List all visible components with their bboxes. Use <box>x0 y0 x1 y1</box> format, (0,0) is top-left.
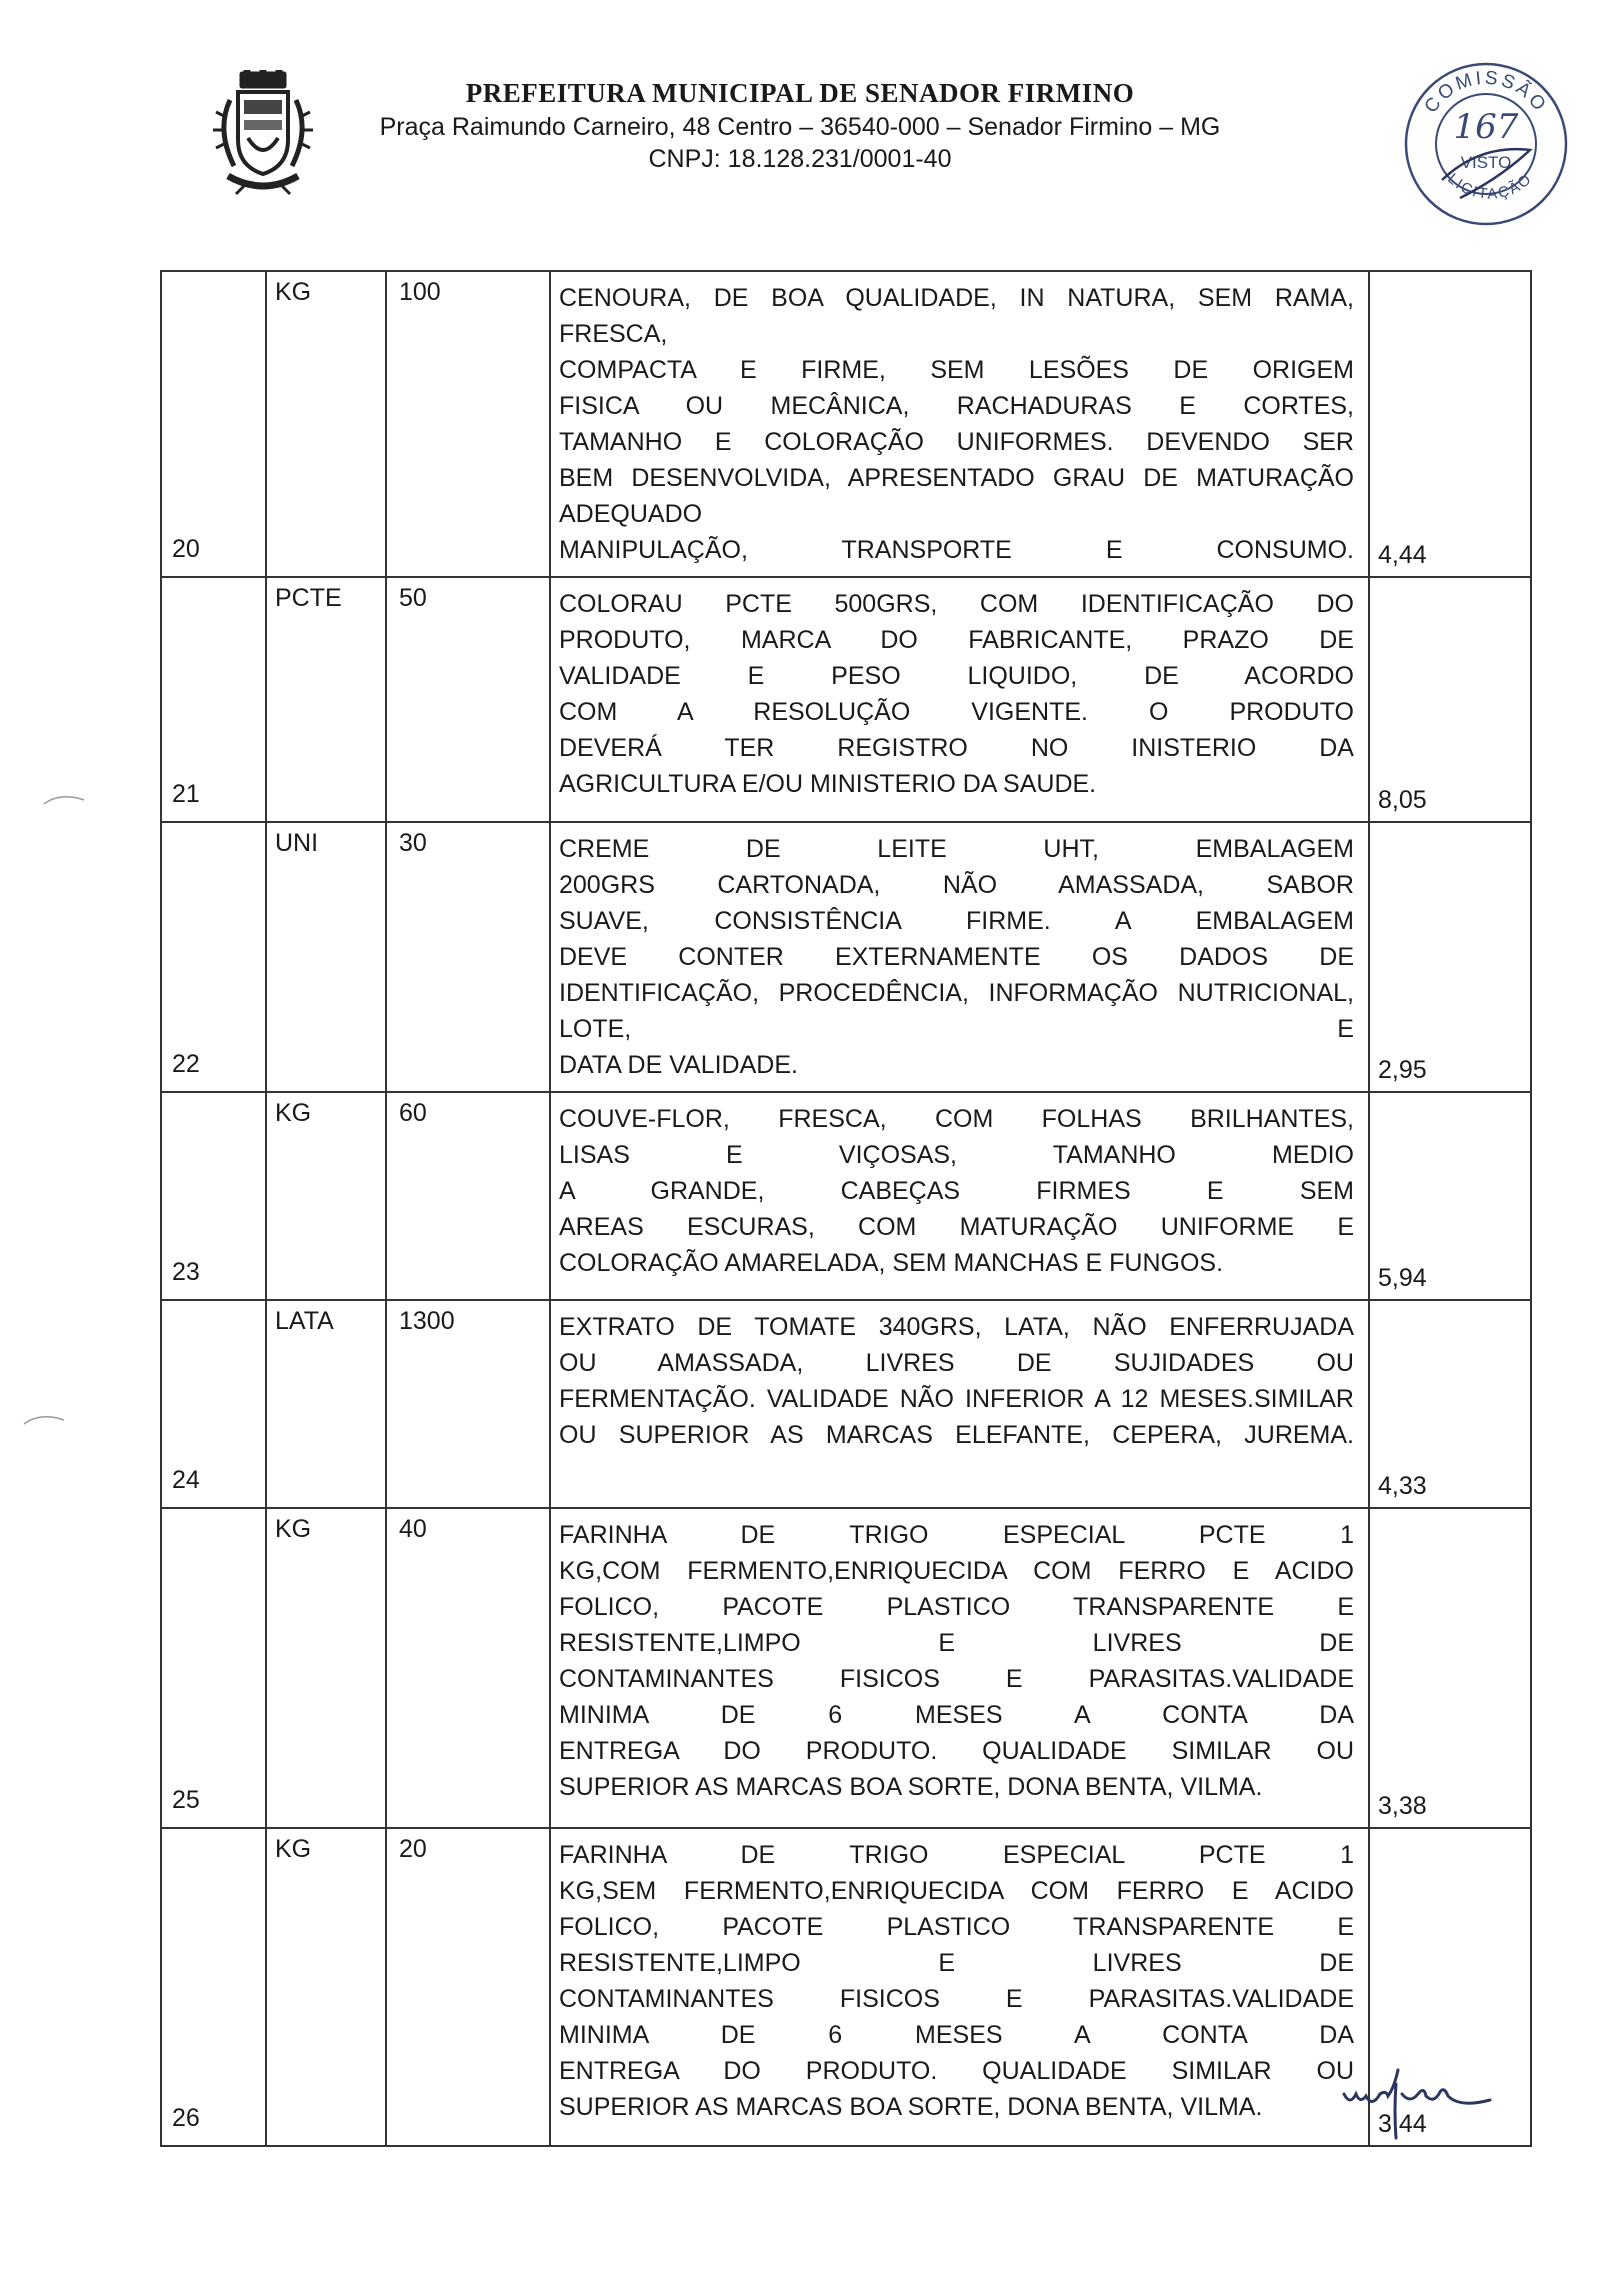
item-description <box>550 271 1369 577</box>
description-line: RESISTENTE,LIMPO E LIVRES DE <box>559 1949 1354 1977</box>
description-line: COLORAÇÃO AMARELADA, SEM MANCHAS E FUNGOS. <box>559 1249 1224 1277</box>
description-line: BEM DESENVOLVIDA, APRESENTADO GRAU DE MATURAÇÃO ADEQUADO <box>559 464 1354 528</box>
items-table <box>160 270 1532 2147</box>
table-row <box>161 271 1531 577</box>
description-line: OU SUPERIOR AS MARCAS ELEFANTE, CEPERA, JUREMA. <box>559 1421 1354 1449</box>
item-description <box>550 1300 1369 1508</box>
item-unit: KG <box>266 1508 386 1828</box>
document-header <box>0 0 1600 240</box>
description-line: TAMANHO E COLORAÇÃO UNIFORMES. DEVENDO SER <box>559 428 1354 456</box>
description-line: CONTAMINANTES FISICOS E PARASITAS.VALIDADE <box>559 1665 1354 1693</box>
item-quantity: 40 <box>386 1508 550 1828</box>
item-unit: KG <box>266 1828 386 2146</box>
item-number: 21 <box>161 577 266 822</box>
description-line: AGRICULTURA E/OU MINISTERIO DA SAUDE. <box>559 770 1097 798</box>
item-number: 25 <box>161 1508 266 1828</box>
description-line: COMPACTA E FIRME, SEM LESÕES DE ORIGEM <box>559 356 1354 384</box>
description-line: FISICA OU MECÂNICA, RACHADURAS E CORTES, <box>559 392 1354 420</box>
description-line: VALIDADE E PESO LIQUIDO, DE ACORDO <box>559 662 1354 690</box>
description-line: EXTRATO DE TOMATE 340GRS, LATA, NÃO ENFERRUJADA <box>559 1313 1354 1341</box>
item-unit-price: 4,33 <box>1369 1300 1531 1508</box>
item-unit-price: 3,38 <box>1369 1508 1531 1828</box>
description-line: SUAVE, CONSISTÊNCIA FIRME. A EMBALAGEM <box>559 907 1354 935</box>
description-line: PRODUTO, MARCA DO FABRICANTE, PRAZO DE <box>559 626 1354 654</box>
stamp-visto: VISTO <box>1460 153 1512 172</box>
table-row <box>161 1828 1531 2146</box>
item-unit: KG <box>266 1092 386 1300</box>
item-number: 26 <box>161 1828 266 2146</box>
description-line: KG,COM FERMENTO,ENRIQUECIDA COM FERRO E ACIDO <box>559 1557 1354 1585</box>
item-quantity: 60 <box>386 1092 550 1300</box>
description-line: FOLICO, PACOTE PLASTICO TRANSPARENTE E <box>559 1593 1354 1621</box>
table-row <box>161 577 1531 822</box>
table-row <box>161 822 1531 1092</box>
description-line: ENTREGA DO PRODUTO. QUALIDADE SIMILAR OU <box>559 1737 1354 1765</box>
svg-text:LICITAÇÃO <box>1444 170 1536 203</box>
item-unit: KG <box>266 271 386 577</box>
item-number: 20 <box>161 271 266 577</box>
item-unit-price: 2,95 <box>1369 822 1531 1092</box>
item-number: 22 <box>161 822 266 1092</box>
description-line: DEVE CONTER EXTERNAMENTE OS DADOS DE <box>559 943 1354 971</box>
item-unit-price: 8,05 <box>1369 577 1531 822</box>
item-description <box>550 577 1369 822</box>
description-line: RESISTENTE,LIMPO E LIVRES DE <box>559 1629 1354 1657</box>
description-line: CONTAMINANTES FISICOS E PARASITAS.VALIDADE <box>559 1985 1354 2013</box>
description-line: FARINHA DE TRIGO ESPECIAL PCTE 1 <box>559 1841 1354 1869</box>
stamp-top-text: COMISSÃO <box>1420 67 1552 118</box>
description-line: COUVE-FLOR, FRESCA, COM FOLHAS BRILHANTES, <box>559 1105 1354 1133</box>
description-line: COLORAU PCTE 500GRS, COM IDENTIFICAÇÃO DO <box>559 590 1354 618</box>
description-line: MANIPULAÇÃO, TRANSPORTE E CONSUMO. <box>559 536 1354 564</box>
municipality-cnpj: CNPJ: 18.128.231/0001-40 <box>648 145 952 173</box>
municipality-title: PREFEITURA MUNICIPAL DE SENADOR FIRMINO <box>465 78 1135 108</box>
item-number: 23 <box>161 1092 266 1300</box>
description-line: CREME DE LEITE UHT, EMBALAGEM <box>559 835 1354 863</box>
item-quantity: 30 <box>386 822 550 1092</box>
description-line: AREAS ESCURAS, COM MATURAÇÃO UNIFORME E <box>559 1213 1354 1241</box>
coat-of-arms-icon <box>208 70 318 198</box>
description-line: SUPERIOR AS MARCAS BOA SORTE, DONA BENTA, VILMA. <box>559 2093 1263 2121</box>
item-description <box>550 1092 1369 1300</box>
item-quantity: 20 <box>386 1828 550 2146</box>
item-unit: LATA <box>266 1300 386 1508</box>
table-row <box>161 1300 1531 1508</box>
stamp-bottom-text: LICITAÇÃO <box>1444 170 1536 203</box>
item-quantity: 100 <box>386 271 550 577</box>
item-quantity: 1300 <box>386 1300 550 1508</box>
description-line: DATA DE VALIDADE. <box>559 1051 798 1079</box>
description-line: FERMENTAÇÃO. VALIDADE NÃO INFERIOR A 12 MESES.SIMILAR <box>559 1385 1354 1413</box>
item-unit-price: 5,94 <box>1369 1092 1531 1300</box>
description-line: A GRANDE, CABEÇAS FIRMES E SEM <box>559 1177 1354 1205</box>
municipality-address: Praça Raimundo Carneiro, 48 Centro – 36540-000 – Senador Firmino – MG <box>379 113 1221 141</box>
description-line: IDENTIFICAÇÃO, PROCEDÊNCIA, INFORMAÇÃO NUTRICIONAL, LOTE, E <box>559 979 1354 1043</box>
description-line: KG,SEM FERMENTO,ENRIQUECIDA COM FERRO E ACIDO <box>559 1877 1354 1905</box>
table-row <box>161 1092 1531 1300</box>
margin-mark <box>20 1410 70 1430</box>
item-description <box>550 822 1369 1092</box>
item-description <box>550 1508 1369 1828</box>
handwritten-signature <box>1340 2060 1530 2140</box>
table-row <box>161 1508 1531 1828</box>
item-unit-price: 3,44 <box>1369 1828 1531 2146</box>
description-line: ENTREGA DO PRODUTO. QUALIDADE SIMILAR OU <box>559 2057 1354 2085</box>
description-line: MINIMA DE 6 MESES A CONTA DA <box>559 1701 1354 1729</box>
commission-stamp <box>1400 58 1572 230</box>
stamp-number: 167 <box>1453 107 1519 147</box>
description-line: SUPERIOR AS MARCAS BOA SORTE, DONA BENTA, VILMA. <box>559 1773 1263 1801</box>
description-line: DEVERÁ TER REGISTRO NO INISTERIO DA <box>559 734 1354 762</box>
description-line: COM A RESOLUÇÃO VIGENTE. O PRODUTO <box>559 698 1354 726</box>
description-line: FARINHA DE TRIGO ESPECIAL PCTE 1 <box>559 1521 1354 1549</box>
item-description <box>550 1828 1369 2146</box>
item-quantity: 50 <box>386 577 550 822</box>
item-unit: PCTE <box>266 577 386 822</box>
items-table-body <box>161 271 1531 2146</box>
margin-mark <box>40 790 90 810</box>
description-line: MINIMA DE 6 MESES A CONTA DA <box>559 2021 1354 2049</box>
description-line: OU AMASSADA, LIVRES DE SUJIDADES OU <box>559 1349 1354 1377</box>
description-line: 200GRS CARTONADA, NÃO AMASSADA, SABOR <box>559 871 1354 899</box>
item-number: 24 <box>161 1300 266 1508</box>
item-unit-price: 4,44 <box>1369 271 1531 577</box>
description-line: LISAS E VIÇOSAS, TAMANHO MEDIO <box>559 1141 1354 1169</box>
item-unit: UNI <box>266 822 386 1092</box>
description-line: FOLICO, PACOTE PLASTICO TRANSPARENTE E <box>559 1913 1354 1941</box>
description-line: CENOURA, DE BOA QUALIDADE, IN NATURA, SEM RAMA, FRESCA, <box>559 284 1354 348</box>
